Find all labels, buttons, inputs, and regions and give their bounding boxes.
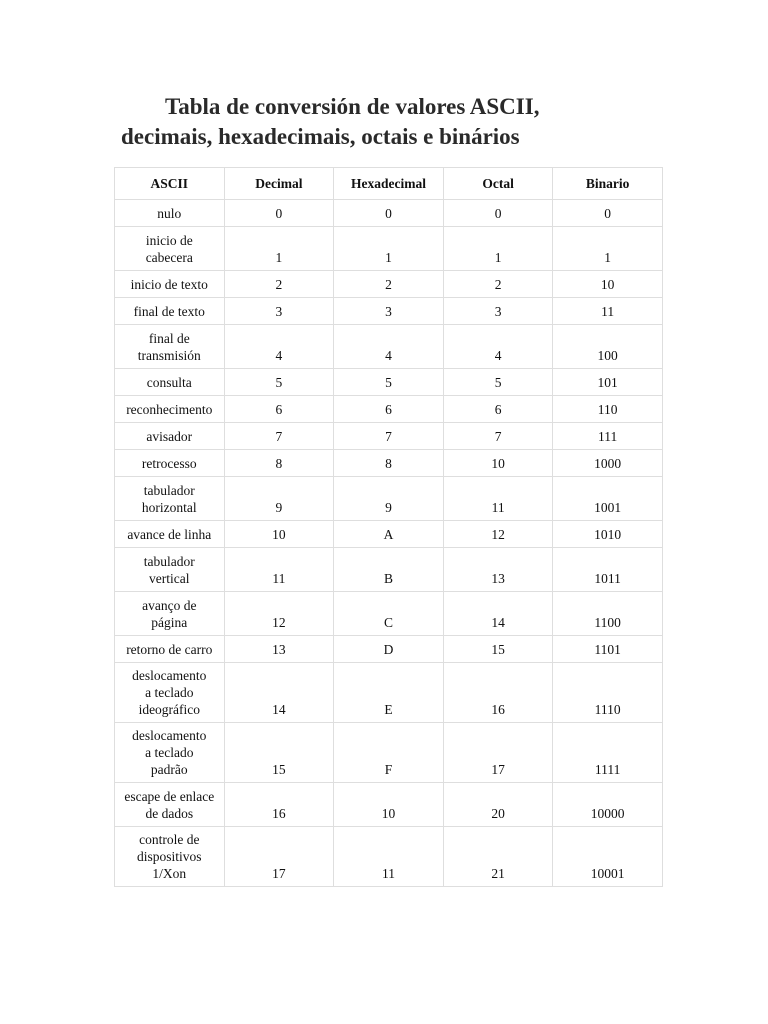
hexadecimal-cell: 7 [334,423,444,450]
decimal-cell: 6 [224,396,334,423]
table-row [115,369,663,396]
binario-cell: 110 [553,396,663,423]
octal-cell: 21 [443,827,553,887]
octal-cell: 12 [443,521,553,548]
ascii-cell: avisador [115,423,225,450]
decimal-cell: 8 [224,450,334,477]
octal-cell: 13 [443,548,553,592]
ascii-cell: final de transmisión [115,325,225,369]
binario-cell: 101 [553,369,663,396]
binario-cell: 1000 [553,450,663,477]
ascii-cell: consulta [115,369,225,396]
octal-cell: 20 [443,783,553,827]
ascii-cell: controle de dispositivos 1/Xon [115,827,225,887]
decimal-cell: 10 [224,521,334,548]
ascii-cell: deslocamento a teclado padrão [115,723,225,783]
decimal-cell: 9 [224,477,334,521]
hexadecimal-cell: B [334,548,444,592]
decimal-cell: 13 [224,636,334,663]
decimal-cell: 17 [224,827,334,887]
hexadecimal-cell: 2 [334,271,444,298]
binario-cell: 10001 [553,827,663,887]
decimal-cell: 0 [224,200,334,227]
header-ascii: ASCII [115,168,225,200]
ascii-cell: avanço de página [115,592,225,636]
table-row [115,298,663,325]
ascii-cell: retorno de carro [115,636,225,663]
ascii-cell: deslocamento a teclado ideográfico [115,663,225,723]
octal-cell: 15 [443,636,553,663]
octal-cell: 10 [443,450,553,477]
table-body [115,200,663,887]
header-hexadecimal: Hexadecimal [334,168,444,200]
decimal-cell: 1 [224,227,334,271]
decimal-cell: 11 [224,548,334,592]
binario-cell: 1101 [553,636,663,663]
hexadecimal-cell: 11 [334,827,444,887]
hexadecimal-cell: 1 [334,227,444,271]
octal-cell: 2 [443,271,553,298]
decimal-cell: 4 [224,325,334,369]
hexadecimal-cell: E [334,663,444,723]
decimal-cell: 7 [224,423,334,450]
octal-cell: 0 [443,200,553,227]
ascii-cell: inicio de texto [115,271,225,298]
hexadecimal-cell: 8 [334,450,444,477]
hexadecimal-cell: 0 [334,200,444,227]
hexadecimal-cell: C [334,592,444,636]
hexadecimal-cell: 10 [334,783,444,827]
hexadecimal-cell: D [334,636,444,663]
binario-cell: 0 [553,200,663,227]
document-title [121,92,681,152]
octal-cell: 7 [443,423,553,450]
ascii-cell: avance de linha [115,521,225,548]
octal-cell: 3 [443,298,553,325]
decimal-cell: 14 [224,663,334,723]
table-row [115,636,663,663]
binario-cell: 1111 [553,723,663,783]
ascii-cell: inicio de cabecera [115,227,225,271]
hexadecimal-cell: 6 [334,396,444,423]
hexadecimal-cell: A [334,521,444,548]
hexadecimal-cell: 3 [334,298,444,325]
octal-cell: 11 [443,477,553,521]
table-row [115,663,663,723]
decimal-cell: 5 [224,369,334,396]
table-row [115,423,663,450]
binario-cell: 1001 [553,477,663,521]
decimal-cell: 2 [224,271,334,298]
table-row [115,592,663,636]
ascii-cell: reconhecimento [115,396,225,423]
ascii-cell: tabulador vertical [115,548,225,592]
table-row [115,723,663,783]
octal-cell: 17 [443,723,553,783]
decimal-cell: 3 [224,298,334,325]
hexadecimal-cell: 4 [334,325,444,369]
table-row [115,200,663,227]
octal-cell: 1 [443,227,553,271]
header-decimal: Decimal [224,168,334,200]
ascii-cell: tabulador horizontal [115,477,225,521]
ascii-cell: escape de enlace de dados [115,783,225,827]
binario-cell: 11 [553,298,663,325]
ascii-cell: nulo [115,200,225,227]
binario-cell: 100 [553,325,663,369]
binario-cell: 10000 [553,783,663,827]
hexadecimal-cell: 5 [334,369,444,396]
ascii-cell: final de texto [115,298,225,325]
table-row [115,227,663,271]
table-row [115,396,663,423]
header-binario: Binario [553,168,663,200]
title-line-1: Tabla de conversión de valores ASCII, [165,94,540,119]
table-row [115,783,663,827]
decimal-cell: 12 [224,592,334,636]
octal-cell: 5 [443,369,553,396]
header-octal: Octal [443,168,553,200]
binario-cell: 111 [553,423,663,450]
table-row [115,450,663,477]
table-row [115,521,663,548]
ascii-conversion-table [114,167,663,887]
octal-cell: 16 [443,663,553,723]
octal-cell: 14 [443,592,553,636]
hexadecimal-cell: 9 [334,477,444,521]
title-line-2: decimais, hexadecimais, octais e binários [121,124,520,149]
table-row [115,271,663,298]
decimal-cell: 16 [224,783,334,827]
hexadecimal-cell: F [334,723,444,783]
table-row [115,325,663,369]
binario-cell: 1011 [553,548,663,592]
table-row [115,477,663,521]
binario-cell: 1100 [553,592,663,636]
binario-cell: 1010 [553,521,663,548]
table-header-row [115,168,663,200]
octal-cell: 4 [443,325,553,369]
table-row [115,548,663,592]
decimal-cell: 15 [224,723,334,783]
octal-cell: 6 [443,396,553,423]
binario-cell: 1 [553,227,663,271]
binario-cell: 1110 [553,663,663,723]
table-row [115,827,663,887]
binario-cell: 10 [553,271,663,298]
ascii-cell: retrocesso [115,450,225,477]
